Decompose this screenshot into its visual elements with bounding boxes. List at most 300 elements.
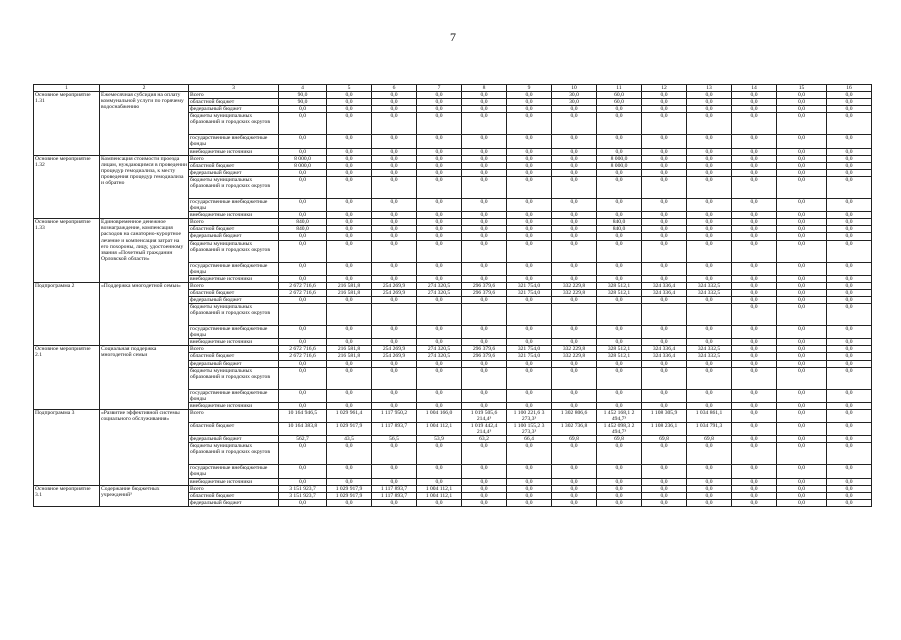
- value-cell: 0,0: [417, 262, 462, 275]
- value-cell: 0,0: [372, 296, 417, 303]
- value-cell: 0,0: [777, 262, 827, 275]
- value-cell: 0,0: [552, 485, 597, 492]
- value-cell: 0,0: [327, 367, 372, 389]
- value-cell: 0,0: [732, 389, 777, 402]
- value-cell: 2 672 716,6: [279, 289, 327, 296]
- value-cell: 0,0: [279, 389, 327, 402]
- value-cell: 0,0: [827, 148, 872, 155]
- value-cell: 0,0: [777, 304, 827, 326]
- value-cell: 0,0: [279, 113, 327, 135]
- funding-source-cell: внебюджетные источники: [189, 275, 279, 282]
- table-row: [34, 282, 872, 289]
- value-cell: 0,0: [462, 262, 507, 275]
- funding-source-cell: бюджеты муниципальных образований и городских округов: [189, 240, 279, 262]
- value-cell: 0,0: [417, 402, 462, 409]
- program-code-cell: Основное мероприятие 1.33: [34, 219, 100, 283]
- value-cell: 0,0: [732, 169, 777, 176]
- value-cell: 0,0: [597, 367, 642, 389]
- value-cell: 0,0: [732, 212, 777, 219]
- value-cell: 0,0: [777, 135, 827, 148]
- funding-source-cell: бюджеты муниципальных образований и городских округов: [189, 304, 279, 326]
- value-cell: 0,0: [507, 402, 552, 409]
- funding-source-cell: федеральный бюджет: [189, 106, 279, 113]
- value-cell: 1 452 168,1 2 494,7³: [597, 409, 642, 422]
- funding-source-cell: областной бюджет: [189, 423, 279, 436]
- value-cell: 0,0: [372, 465, 417, 478]
- value-cell: 0,0: [687, 135, 732, 148]
- value-cell: 0,0: [552, 155, 597, 162]
- value-cell: 0,0: [597, 240, 642, 262]
- value-cell: 60,0: [597, 99, 642, 106]
- value-cell: 0,0: [642, 169, 687, 176]
- value-cell: 0,0: [642, 92, 687, 99]
- value-cell: 0,0: [372, 478, 417, 485]
- value-cell: 0,0: [417, 360, 462, 367]
- program-name-cell: «Поддержка многодетной семьи»: [100, 282, 189, 346]
- value-cell: 0,0: [372, 360, 417, 367]
- value-cell: 0,0: [552, 499, 597, 506]
- value-cell: 0,0: [552, 169, 597, 176]
- value-cell: 216 581,8: [327, 353, 372, 360]
- value-cell: 328 512,1: [597, 353, 642, 360]
- value-cell: 0,0: [777, 346, 827, 353]
- value-cell: 0,0: [827, 492, 872, 499]
- value-cell: 0,0: [597, 478, 642, 485]
- value-cell: 0,0: [642, 135, 687, 148]
- funding-source-cell: государственные внебюджетные фонды: [189, 465, 279, 478]
- value-cell: 0,0: [327, 176, 372, 198]
- value-cell: 0,0: [687, 492, 732, 499]
- value-cell: 0,0: [732, 443, 777, 465]
- value-cell: 0,0: [777, 499, 827, 506]
- value-cell: 0,0: [687, 99, 732, 106]
- value-cell: 1 302 806,6: [552, 409, 597, 422]
- value-cell: 0,0: [642, 162, 687, 169]
- funding-source-cell: бюджеты муниципальных образований и городских округов: [189, 367, 279, 389]
- value-cell: 0,0: [827, 275, 872, 282]
- value-cell: 0,0: [327, 339, 372, 346]
- value-cell: 0,0: [279, 106, 327, 113]
- value-cell: 840,0: [597, 219, 642, 226]
- value-cell: 0,0: [279, 233, 327, 240]
- value-cell: 0,0: [687, 92, 732, 99]
- value-cell: 0,0: [827, 289, 872, 296]
- value-cell: 0,0: [507, 135, 552, 148]
- value-cell: 0,0: [327, 148, 372, 155]
- value-cell: 0,0: [732, 135, 777, 148]
- value-cell: 0,0: [687, 148, 732, 155]
- value-cell: 0,0: [732, 367, 777, 389]
- value-cell: 0,0: [279, 478, 327, 485]
- value-cell: 0,0: [507, 212, 552, 219]
- value-cell: 0,0: [597, 212, 642, 219]
- value-cell: 0,0: [507, 499, 552, 506]
- value-cell: 0,0: [732, 339, 777, 346]
- value-cell: 0,0: [417, 233, 462, 240]
- funding-source-cell: федеральный бюджет: [189, 169, 279, 176]
- value-cell: 0,0: [732, 240, 777, 262]
- value-cell: 0,0: [642, 360, 687, 367]
- value-cell: 0,0: [462, 492, 507, 499]
- value-cell: 0,0: [462, 275, 507, 282]
- value-cell: 0,0: [417, 148, 462, 155]
- value-cell: 0,0: [642, 389, 687, 402]
- value-cell: 0,0: [642, 275, 687, 282]
- value-cell: 0,0: [507, 155, 552, 162]
- value-cell: 0,0: [827, 353, 872, 360]
- value-cell: 0,0: [687, 485, 732, 492]
- funding-source-cell: областной бюджет: [189, 162, 279, 169]
- value-cell: 43,5: [327, 436, 372, 443]
- value-cell: 10 164 383,8: [279, 423, 327, 436]
- value-cell: 0,0: [732, 402, 777, 409]
- value-cell: 0,0: [597, 360, 642, 367]
- header-cell: 3: [189, 85, 279, 92]
- value-cell: 0,0: [417, 499, 462, 506]
- value-cell: 0,0: [462, 233, 507, 240]
- value-cell: 0,0: [732, 436, 777, 443]
- value-cell: 0,0: [327, 402, 372, 409]
- value-cell: 69,8: [597, 436, 642, 443]
- value-cell: 0,0: [507, 443, 552, 465]
- value-cell: 0,0: [372, 339, 417, 346]
- funding-source-cell: федеральный бюджет: [189, 233, 279, 240]
- value-cell: 1 029 961,4: [327, 409, 372, 422]
- value-cell: 332 229,8: [552, 289, 597, 296]
- value-cell: 0,0: [507, 106, 552, 113]
- value-cell: 1 117 893,7: [372, 492, 417, 499]
- value-cell: 0,0: [372, 443, 417, 465]
- value-cell: [642, 304, 687, 326]
- value-cell: 0,0: [279, 169, 327, 176]
- value-cell: 0,0: [687, 113, 732, 135]
- value-cell: 90,0: [279, 92, 327, 99]
- value-cell: 254 269,9: [372, 289, 417, 296]
- value-cell: 0,0: [597, 233, 642, 240]
- value-cell: 0,0: [777, 113, 827, 135]
- value-cell: 0,0: [642, 212, 687, 219]
- funding-source-cell: областной бюджет: [189, 353, 279, 360]
- value-cell: 0,0: [462, 465, 507, 478]
- value-cell: 0,0: [732, 499, 777, 506]
- value-cell: 0,0: [372, 367, 417, 389]
- value-cell: 0,0: [552, 367, 597, 389]
- value-cell: 0,0: [372, 176, 417, 198]
- header-cell: 16: [827, 85, 872, 92]
- value-cell: 1 004 112,1: [417, 485, 462, 492]
- value-cell: 840,0: [597, 226, 642, 233]
- value-cell: 0,0: [777, 485, 827, 492]
- value-cell: 840,0: [279, 219, 327, 226]
- funding-source-cell: внебюджетные источники: [189, 212, 279, 219]
- value-cell: 0,0: [777, 436, 827, 443]
- value-cell: 0,0: [372, 198, 417, 211]
- value-cell: 0,0: [372, 155, 417, 162]
- value-cell: 2 672 716,6: [279, 353, 327, 360]
- value-cell: 0,0: [327, 212, 372, 219]
- value-cell: 0,0: [597, 485, 642, 492]
- value-cell: 0,0: [462, 135, 507, 148]
- value-cell: 0,0: [597, 402, 642, 409]
- value-cell: 0,0: [417, 212, 462, 219]
- value-cell: 0,0: [417, 389, 462, 402]
- value-cell: 0,0: [827, 113, 872, 135]
- value-cell: 0,0: [462, 485, 507, 492]
- value-cell: 0,0: [279, 176, 327, 198]
- value-cell: 0,0: [732, 346, 777, 353]
- value-cell: 0,0: [552, 162, 597, 169]
- value-cell: 0,0: [552, 176, 597, 198]
- value-cell: 0,0: [462, 367, 507, 389]
- value-cell: 0,0: [687, 198, 732, 211]
- value-cell: 0,0: [372, 92, 417, 99]
- value-cell: 0,0: [417, 155, 462, 162]
- funding-source-cell: бюджеты муниципальных образований и городских округов: [189, 176, 279, 198]
- value-cell: 0,0: [417, 219, 462, 226]
- value-cell: 0,0: [507, 492, 552, 499]
- value-cell: 0,0: [462, 99, 507, 106]
- table-row: [34, 92, 872, 99]
- value-cell: 1 302 736,8: [552, 423, 597, 436]
- value-cell: 0,0: [327, 443, 372, 465]
- value-cell: 0,0: [597, 326, 642, 339]
- value-cell: 0,0: [642, 465, 687, 478]
- value-cell: 0,0: [777, 155, 827, 162]
- value-cell: 0,0: [642, 402, 687, 409]
- value-cell: 0,0: [687, 360, 732, 367]
- table-row: [34, 219, 872, 226]
- value-cell: 0,0: [597, 148, 642, 155]
- value-cell: 0,0: [777, 339, 827, 346]
- value-cell: 30,0: [552, 99, 597, 106]
- value-cell: 0,0: [552, 402, 597, 409]
- value-cell: 0,0: [552, 360, 597, 367]
- funding-source-cell: областной бюджет: [189, 226, 279, 233]
- value-cell: 0,0: [777, 212, 827, 219]
- value-cell: 0,0: [777, 360, 827, 367]
- value-cell: 0,0: [597, 176, 642, 198]
- value-cell: 0,0: [597, 465, 642, 478]
- value-cell: 0,0: [827, 485, 872, 492]
- value-cell: 0,0: [462, 360, 507, 367]
- value-cell: 0,0: [732, 162, 777, 169]
- value-cell: 0,0: [279, 212, 327, 219]
- value-cell: 0,0: [827, 233, 872, 240]
- value-cell: 0,0: [372, 326, 417, 339]
- value-cell: 0,0: [417, 113, 462, 135]
- funding-source-cell: Всего: [189, 92, 279, 99]
- value-cell: 0,0: [507, 326, 552, 339]
- value-cell: 0,0: [827, 423, 872, 436]
- value-cell: 0,0: [687, 443, 732, 465]
- value-cell: 0,0: [777, 106, 827, 113]
- value-cell: 0,0: [279, 326, 327, 339]
- value-cell: 324 336,4: [642, 289, 687, 296]
- value-cell: 0,0: [687, 339, 732, 346]
- value-cell: 0,0: [687, 296, 732, 303]
- value-cell: 0,0: [327, 240, 372, 262]
- value-cell: 274 320,5: [417, 346, 462, 353]
- value-cell: 0,0: [642, 492, 687, 499]
- value-cell: 0,0: [552, 465, 597, 478]
- value-cell: 1 100 221,6 3 273,3³: [507, 409, 552, 422]
- value-cell: 0,0: [552, 262, 597, 275]
- value-cell: 1 004 166,0: [417, 409, 462, 422]
- value-cell: 8 000,0: [597, 162, 642, 169]
- funding-source-cell: областной бюджет: [189, 492, 279, 499]
- value-cell: 0,0: [462, 212, 507, 219]
- value-cell: 0,0: [372, 226, 417, 233]
- value-cell: 0,0: [827, 465, 872, 478]
- value-cell: 0,0: [462, 176, 507, 198]
- value-cell: 0,0: [777, 367, 827, 389]
- value-cell: 0,0: [777, 92, 827, 99]
- value-cell: 296 379,6: [462, 353, 507, 360]
- value-cell: 0,0: [827, 436, 872, 443]
- value-cell: [507, 304, 552, 326]
- value-cell: 0,0: [732, 99, 777, 106]
- funding-source-cell: федеральный бюджет: [189, 499, 279, 506]
- value-cell: 0,0: [417, 92, 462, 99]
- value-cell: 0,0: [372, 233, 417, 240]
- funding-source-cell: федеральный бюджет: [189, 360, 279, 367]
- value-cell: 8 000,0: [279, 162, 327, 169]
- value-cell: 562,7: [279, 436, 327, 443]
- value-cell: 296 379,6: [462, 282, 507, 289]
- value-cell: 0,0: [552, 389, 597, 402]
- value-cell: 1 034 791,3: [687, 423, 732, 436]
- value-cell: 0,0: [327, 226, 372, 233]
- value-cell: 8 000,0: [597, 155, 642, 162]
- value-cell: 0,0: [597, 296, 642, 303]
- value-cell: 1 034 861,1: [687, 409, 732, 422]
- value-cell: 0,0: [279, 402, 327, 409]
- value-cell: 0,0: [327, 219, 372, 226]
- value-cell: 0,0: [642, 240, 687, 262]
- value-cell: 0,0: [552, 219, 597, 226]
- value-cell: 0,0: [279, 240, 327, 262]
- value-cell: 0,0: [597, 198, 642, 211]
- value-cell: 3 151 923,7: [279, 492, 327, 499]
- value-cell: 0,0: [507, 240, 552, 262]
- value-cell: 0,0: [507, 233, 552, 240]
- table-header-row: [34, 85, 872, 92]
- value-cell: 0,0: [507, 275, 552, 282]
- value-cell: 0,0: [777, 275, 827, 282]
- value-cell: 0,0: [279, 339, 327, 346]
- value-cell: 0,0: [732, 176, 777, 198]
- value-cell: 0,0: [327, 465, 372, 478]
- value-cell: 0,0: [732, 226, 777, 233]
- value-cell: 0,0: [642, 155, 687, 162]
- value-cell: 0,0: [372, 389, 417, 402]
- value-cell: 0,0: [462, 148, 507, 155]
- value-cell: 0,0: [279, 135, 327, 148]
- value-cell: 0,0: [732, 465, 777, 478]
- value-cell: 0,0: [552, 198, 597, 211]
- value-cell: 0,0: [507, 339, 552, 346]
- value-cell: 0,0: [507, 198, 552, 211]
- value-cell: 0,0: [372, 275, 417, 282]
- value-cell: 0,0: [372, 162, 417, 169]
- value-cell: [597, 304, 642, 326]
- value-cell: 0,0: [827, 499, 872, 506]
- value-cell: 0,0: [327, 233, 372, 240]
- value-cell: 0,0: [507, 169, 552, 176]
- value-cell: 1 029 917,9: [327, 485, 372, 492]
- value-cell: 1 019 442,4 214,4³: [462, 423, 507, 436]
- value-cell: 0,0: [279, 465, 327, 478]
- value-cell: 0,0: [552, 326, 597, 339]
- value-cell: 0,0: [732, 113, 777, 135]
- value-cell: 0,0: [827, 346, 872, 353]
- value-cell: 0,0: [732, 296, 777, 303]
- value-cell: 216 581,8: [327, 346, 372, 353]
- value-cell: 0,0: [507, 262, 552, 275]
- value-cell: 254 269,9: [372, 346, 417, 353]
- value-cell: 1 108 236,1: [642, 423, 687, 436]
- program-name-cell: Социальная поддержка многодетной семьи: [100, 346, 189, 410]
- value-cell: 0,0: [507, 465, 552, 478]
- value-cell: 0,0: [327, 162, 372, 169]
- value-cell: 0,0: [687, 106, 732, 113]
- value-cell: 274 320,5: [417, 289, 462, 296]
- value-cell: 0,0: [372, 240, 417, 262]
- value-cell: 90,0: [279, 99, 327, 106]
- value-cell: 0,0: [777, 198, 827, 211]
- value-cell: 328 512,1: [597, 289, 642, 296]
- value-cell: 0,0: [279, 275, 327, 282]
- funding-source-cell: Всего: [189, 346, 279, 353]
- value-cell: 0,0: [642, 198, 687, 211]
- value-cell: 0,0: [507, 99, 552, 106]
- value-cell: 0,0: [507, 113, 552, 135]
- value-cell: 0,0: [417, 135, 462, 148]
- value-cell: 0,0: [827, 409, 872, 422]
- value-cell: 0,0: [507, 478, 552, 485]
- value-cell: 0,0: [687, 226, 732, 233]
- value-cell: [462, 304, 507, 326]
- value-cell: 0,0: [462, 478, 507, 485]
- value-cell: 0,0: [687, 169, 732, 176]
- value-cell: 0,0: [732, 360, 777, 367]
- value-cell: 0,0: [777, 326, 827, 339]
- value-cell: [552, 304, 597, 326]
- value-cell: 0,0: [507, 367, 552, 389]
- funding-source-cell: областной бюджет: [189, 99, 279, 106]
- table-row: [34, 346, 872, 353]
- value-cell: 0,0: [777, 465, 827, 478]
- value-cell: 0,0: [642, 176, 687, 198]
- value-cell: 2 672 716,6: [279, 346, 327, 353]
- value-cell: 0,0: [462, 240, 507, 262]
- value-cell: [417, 304, 462, 326]
- value-cell: 60,0: [597, 92, 642, 99]
- value-cell: 0,0: [687, 162, 732, 169]
- value-cell: 53,9: [417, 436, 462, 443]
- value-cell: [327, 304, 372, 326]
- value-cell: 10 164 946,5: [279, 409, 327, 422]
- value-cell: 324 336,4: [642, 346, 687, 353]
- program-code-cell: Основное мероприятие 1.32: [34, 155, 100, 219]
- value-cell: 321 754,0: [507, 282, 552, 289]
- value-cell: 0,0: [827, 212, 872, 219]
- value-cell: 296 379,6: [462, 346, 507, 353]
- table-row: [34, 155, 872, 162]
- value-cell: 332 229,8: [552, 282, 597, 289]
- value-cell: 0,0: [827, 176, 872, 198]
- program-name-cell: Ежемесячная субсидия на оплату коммунальной услуги по горячему водоснабжению: [100, 92, 189, 156]
